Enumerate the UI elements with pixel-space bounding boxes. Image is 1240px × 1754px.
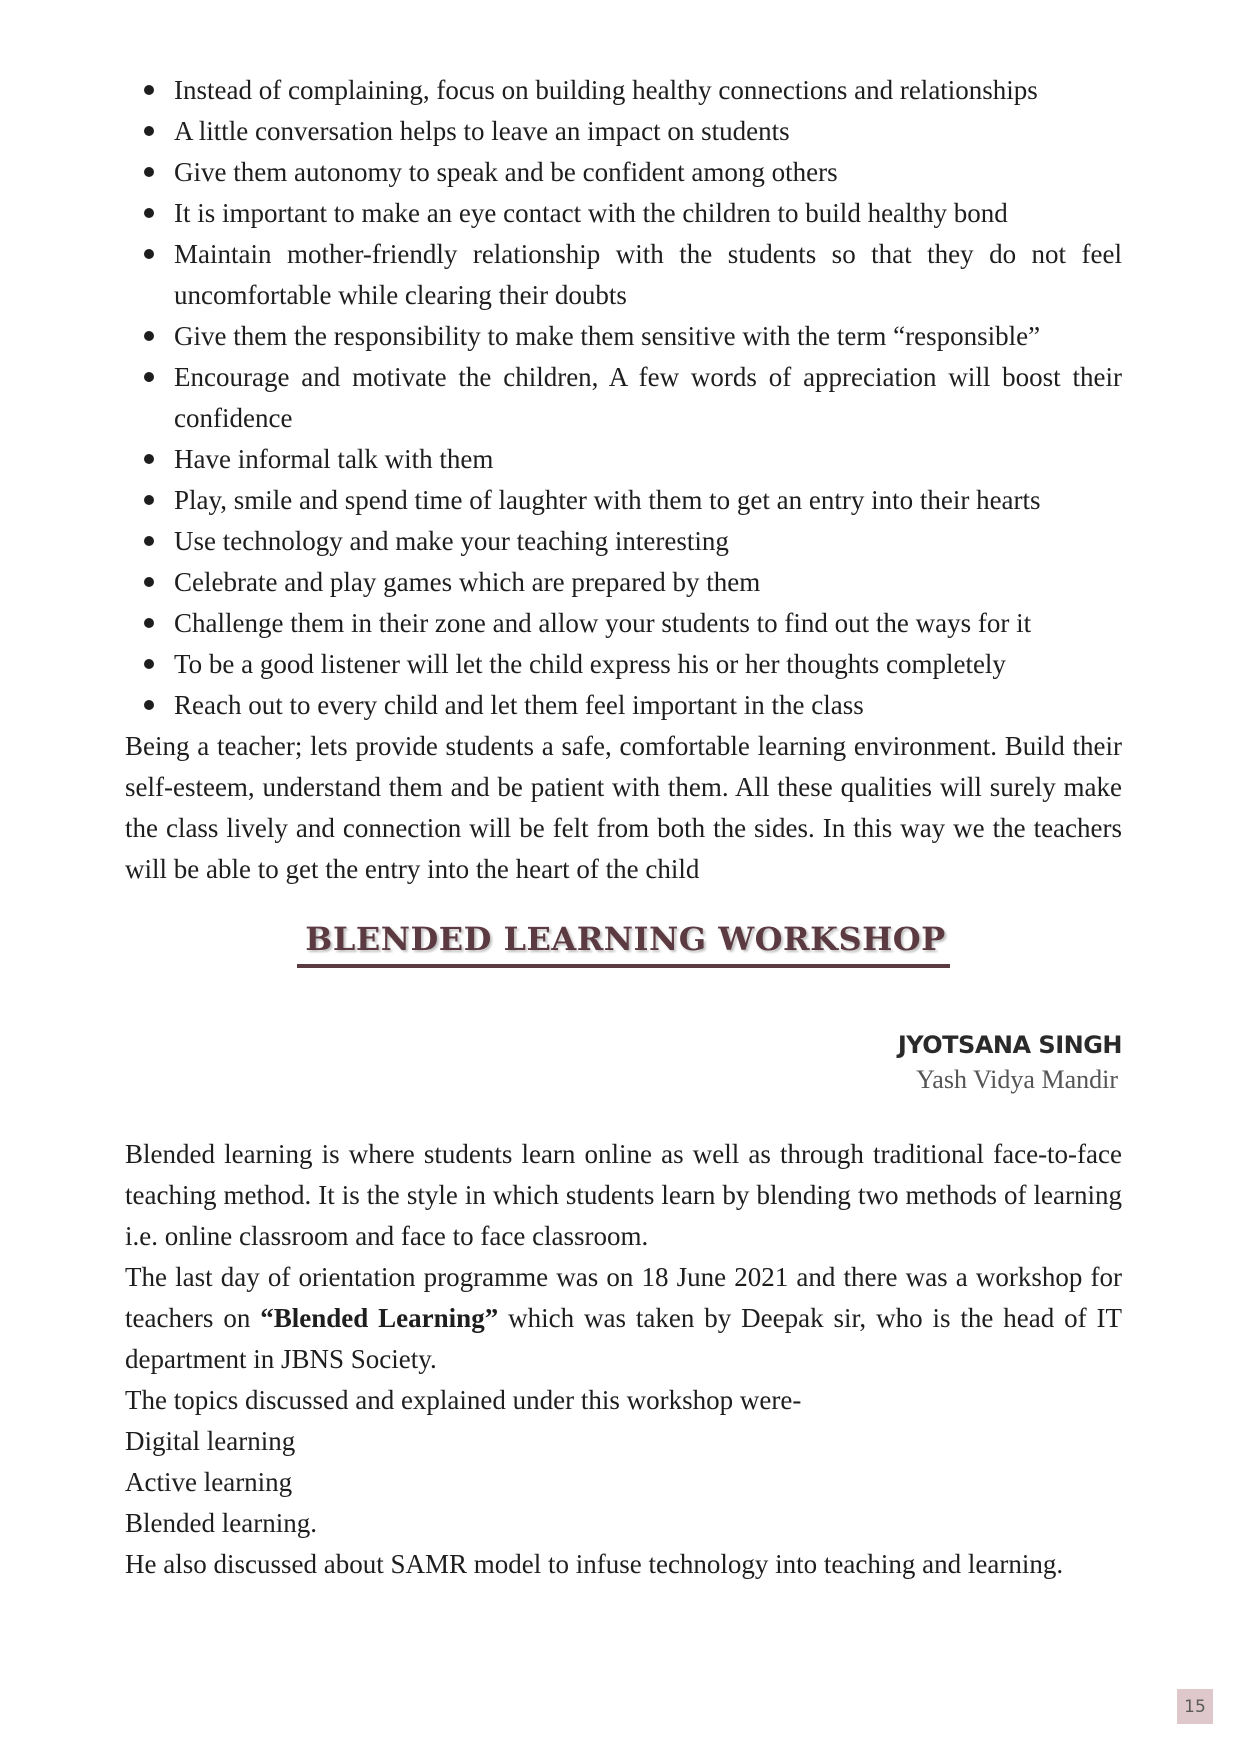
bullet-icon [144,659,154,669]
list-item [125,521,1122,562]
bullet-icon [144,331,154,341]
list-item-text: To be a good listener will let the child express his or her thoughts completely [174,649,1006,679]
list-item [125,111,1122,152]
workshop-text-after: which was taken by Deepak sir, who is the head of IT department in JBNS Society. [125,1303,1123,1374]
list-item-text: Give them the responsibility to make them sensitive with the term “responsible” [174,321,1041,351]
list-item-text: A little conversation helps to leave an impact on students [174,116,790,146]
bullet-icon [144,208,154,218]
list-item [125,316,1122,357]
author-name: JYOTSANA SINGH [897,1031,1122,1059]
list-item [125,439,1122,480]
workshop-text-before: The last day of orientation programme was on 18 June 2021 and there was a workshop for teachers on [125,1262,1122,1333]
list-item-text: Play, smile and spend time of laughter with them to get an entry into their hearts [174,485,1041,515]
topic-item: Active learning [125,1467,293,1497]
list-item-text: Use technology and make your teaching interesting [174,526,729,556]
author-block [125,1028,1122,1098]
topic-item: Digital learning [125,1426,296,1456]
author-school: Yash Vidya Mandir [916,1065,1118,1094]
topics-intro: The topics discussed and explained under this workshop were- [125,1385,802,1415]
workshop-paragraph [125,1257,1122,1380]
list-item [125,357,1122,439]
list-item [125,193,1122,234]
bullet-icon [144,700,154,710]
list-item [125,685,1122,726]
article-heading-wrap [125,920,1122,980]
bullet-icon [144,495,154,505]
list-item [125,644,1122,685]
bullet-icon [144,167,154,177]
article-title: BLENDED LEARNING WORKSHOP [297,920,949,968]
list-item [125,603,1122,644]
list-item-text: It is important to make an eye contact with the children to build healthy bond [174,198,1008,228]
bullet-icon [144,372,154,382]
list-item-text: Instead of complaining, focus on building healthy connections and relationships [174,75,1038,105]
page-content [125,70,1122,1585]
article-body [125,1134,1122,1585]
list-item-text: Give them autonomy to speak and be confident among others [174,157,838,187]
list-item-text: Encourage and motivate the children, A few words of appreciation will boost their confidence [174,362,1122,433]
intro-paragraph: Blended learning is where students learn online as well as through traditional face-to-face teaching method. It is the style in which students learn by blending two methods of learning i.e. online classroom and face to face classroom. [125,1139,1122,1251]
bullet-icon [144,618,154,628]
list-item [125,152,1122,193]
bullet-icon [144,85,154,95]
tips-list [125,70,1122,726]
list-item-text: Celebrate and play games which are prepared by them [174,567,761,597]
bullet-icon [144,249,154,259]
list-item [125,234,1122,316]
list-item [125,562,1122,603]
list-item-text: Have informal talk with them [174,444,494,474]
page-number: 15 [1177,1689,1213,1724]
bullet-icon [144,577,154,587]
closing-line: He also discussed about SAMR model to infuse technology into teaching and learning. [125,1549,1064,1579]
bullet-icon [144,454,154,464]
list-item-text: Maintain mother-friendly relationship with the students so that they do not feel uncomfortable while clearing their doubts [174,239,1122,310]
list-item-text: Reach out to every child and let them feel important in the class [174,690,864,720]
list-item [125,480,1122,521]
bullet-icon [144,536,154,546]
bullet-icon [144,126,154,136]
list-item [125,70,1122,111]
workshop-topic-bold: “Blended Learning” [260,1303,499,1333]
list-item-text: Challenge them in their zone and allow your students to find out the ways for it [174,608,1032,638]
topic-item: Blended learning. [125,1508,317,1538]
closing-paragraph: Being a teacher; lets provide students a safe, comfortable learning environment. Build their self-esteem, understand them and be patient with them. All these qualities will surely make the class lively and connection will be felt from both the sides. In this way we the teachers will be able to get the entry into the heart of the child [125,731,1122,884]
